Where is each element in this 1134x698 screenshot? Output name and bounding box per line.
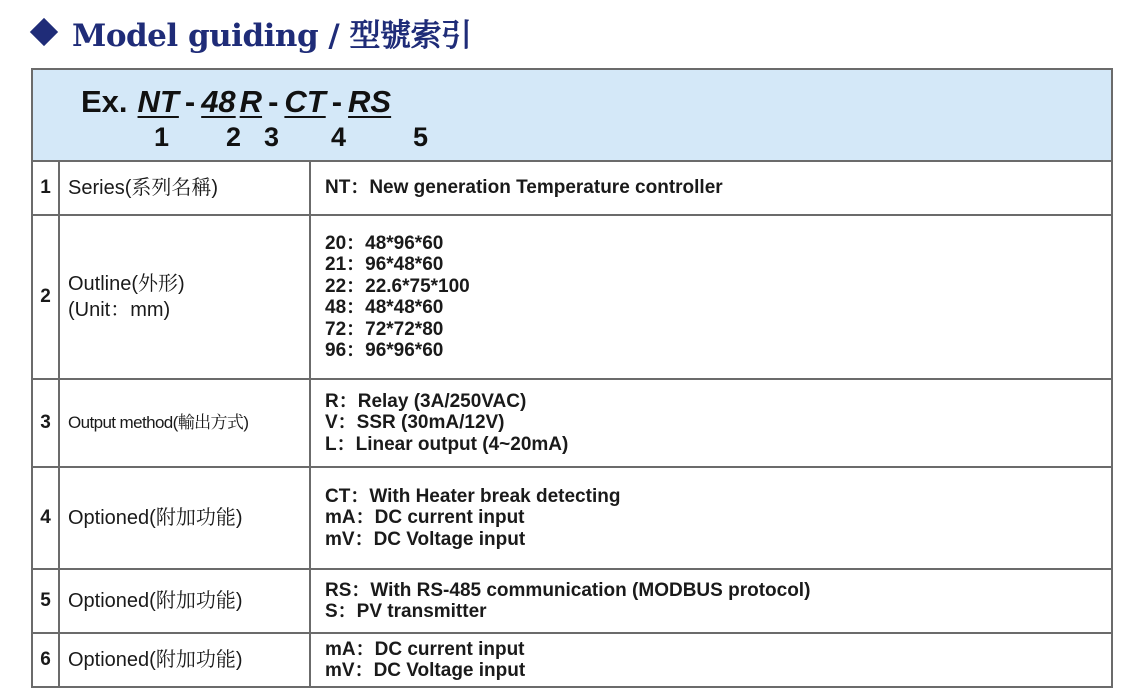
example-segment-outline: 48 xyxy=(201,84,236,119)
row-description-line: R：Relay (3A/250VAC) xyxy=(325,390,527,412)
table-row xyxy=(33,162,1111,216)
row-description xyxy=(311,634,1111,686)
row-description-line: S：PV transmitter xyxy=(325,601,487,622)
row-label xyxy=(60,380,311,466)
row-label-line: Series(系列名稱) xyxy=(68,177,219,199)
example-index-3: 3 xyxy=(264,122,280,152)
row-description-line: mA：DC current input xyxy=(325,638,525,660)
table-row xyxy=(33,634,1111,686)
example-segment-option2: RS xyxy=(348,84,392,119)
example-header xyxy=(33,70,1111,162)
table-row xyxy=(33,570,1111,634)
row-description-line: 22：22.6*75*100 xyxy=(325,275,470,297)
row-description xyxy=(311,570,1111,632)
page-title: Model guiding / 型號索引 xyxy=(72,17,472,54)
row-description-line: 48：48*48*60 xyxy=(325,297,444,318)
row-description xyxy=(311,216,1111,378)
row-label-line: Optioned(附加功能) xyxy=(68,507,243,529)
example-index-5: 5 xyxy=(413,122,429,152)
section-heading xyxy=(30,10,472,54)
example-segment-option1: CT xyxy=(284,84,326,119)
row-description-line: CT：With Heater break detecting xyxy=(325,485,621,507)
row-number: 5 xyxy=(33,570,60,632)
table-row xyxy=(33,216,1111,380)
row-description-line: 20：48*96*60 xyxy=(325,232,444,254)
row-number: 3 xyxy=(33,380,60,466)
row-description-line: 72：72*72*80 xyxy=(325,318,444,340)
row-description-line: 96：96*96*60 xyxy=(325,340,444,361)
example-separator: - xyxy=(331,84,343,119)
example-index-4: 4 xyxy=(331,122,347,152)
example-prefix: Ex. xyxy=(81,84,128,119)
table-row xyxy=(33,468,1111,570)
row-label xyxy=(60,162,311,214)
row-description-line: RS：With RS-485 communication (MODBUS protocol) xyxy=(325,579,811,601)
row-description xyxy=(311,468,1111,568)
row-description-line: L：Linear output (4~20mA) xyxy=(325,433,569,455)
row-label-line: Output method(輸出方式) xyxy=(68,413,249,432)
row-label-line: Optioned(附加功能) xyxy=(68,590,243,612)
row-description-line: 21：96*48*60 xyxy=(325,254,444,275)
row-description-line: mV：DC Voltage input xyxy=(325,660,526,681)
row-label xyxy=(60,634,311,686)
row-label-line: Outline(外形) xyxy=(68,273,185,295)
example-segment-output: R xyxy=(239,84,263,119)
row-description xyxy=(311,380,1111,466)
row-label xyxy=(60,216,311,378)
row-number: 6 xyxy=(33,634,60,686)
model-guide-table xyxy=(31,68,1113,688)
row-description xyxy=(311,162,1111,214)
row-description-line: mA：DC current input xyxy=(325,507,525,529)
row-label xyxy=(60,570,311,632)
example-separator: - xyxy=(268,84,279,119)
example-index-2: 2 xyxy=(226,122,242,152)
row-description-line: NT：New generation Temperature controller xyxy=(325,177,723,199)
row-number: 2 xyxy=(33,216,60,378)
diamond-bullet-icon xyxy=(30,18,58,46)
row-description-line: V：SSR (30mA/12V) xyxy=(325,412,505,434)
row-number: 4 xyxy=(33,468,60,568)
example-separator: - xyxy=(184,84,196,119)
example-code xyxy=(81,84,391,120)
row-description-line: mV：DC Voltage input xyxy=(325,528,526,550)
table-row xyxy=(33,380,1111,468)
example-segment-series: NT xyxy=(137,84,179,119)
row-label-line: Optioned(附加功能) xyxy=(68,649,243,671)
row-label xyxy=(60,468,311,568)
row-number: 1 xyxy=(33,162,60,214)
example-index-1: 1 xyxy=(154,122,170,152)
row-label-line: (Unit：mm) xyxy=(68,299,171,321)
